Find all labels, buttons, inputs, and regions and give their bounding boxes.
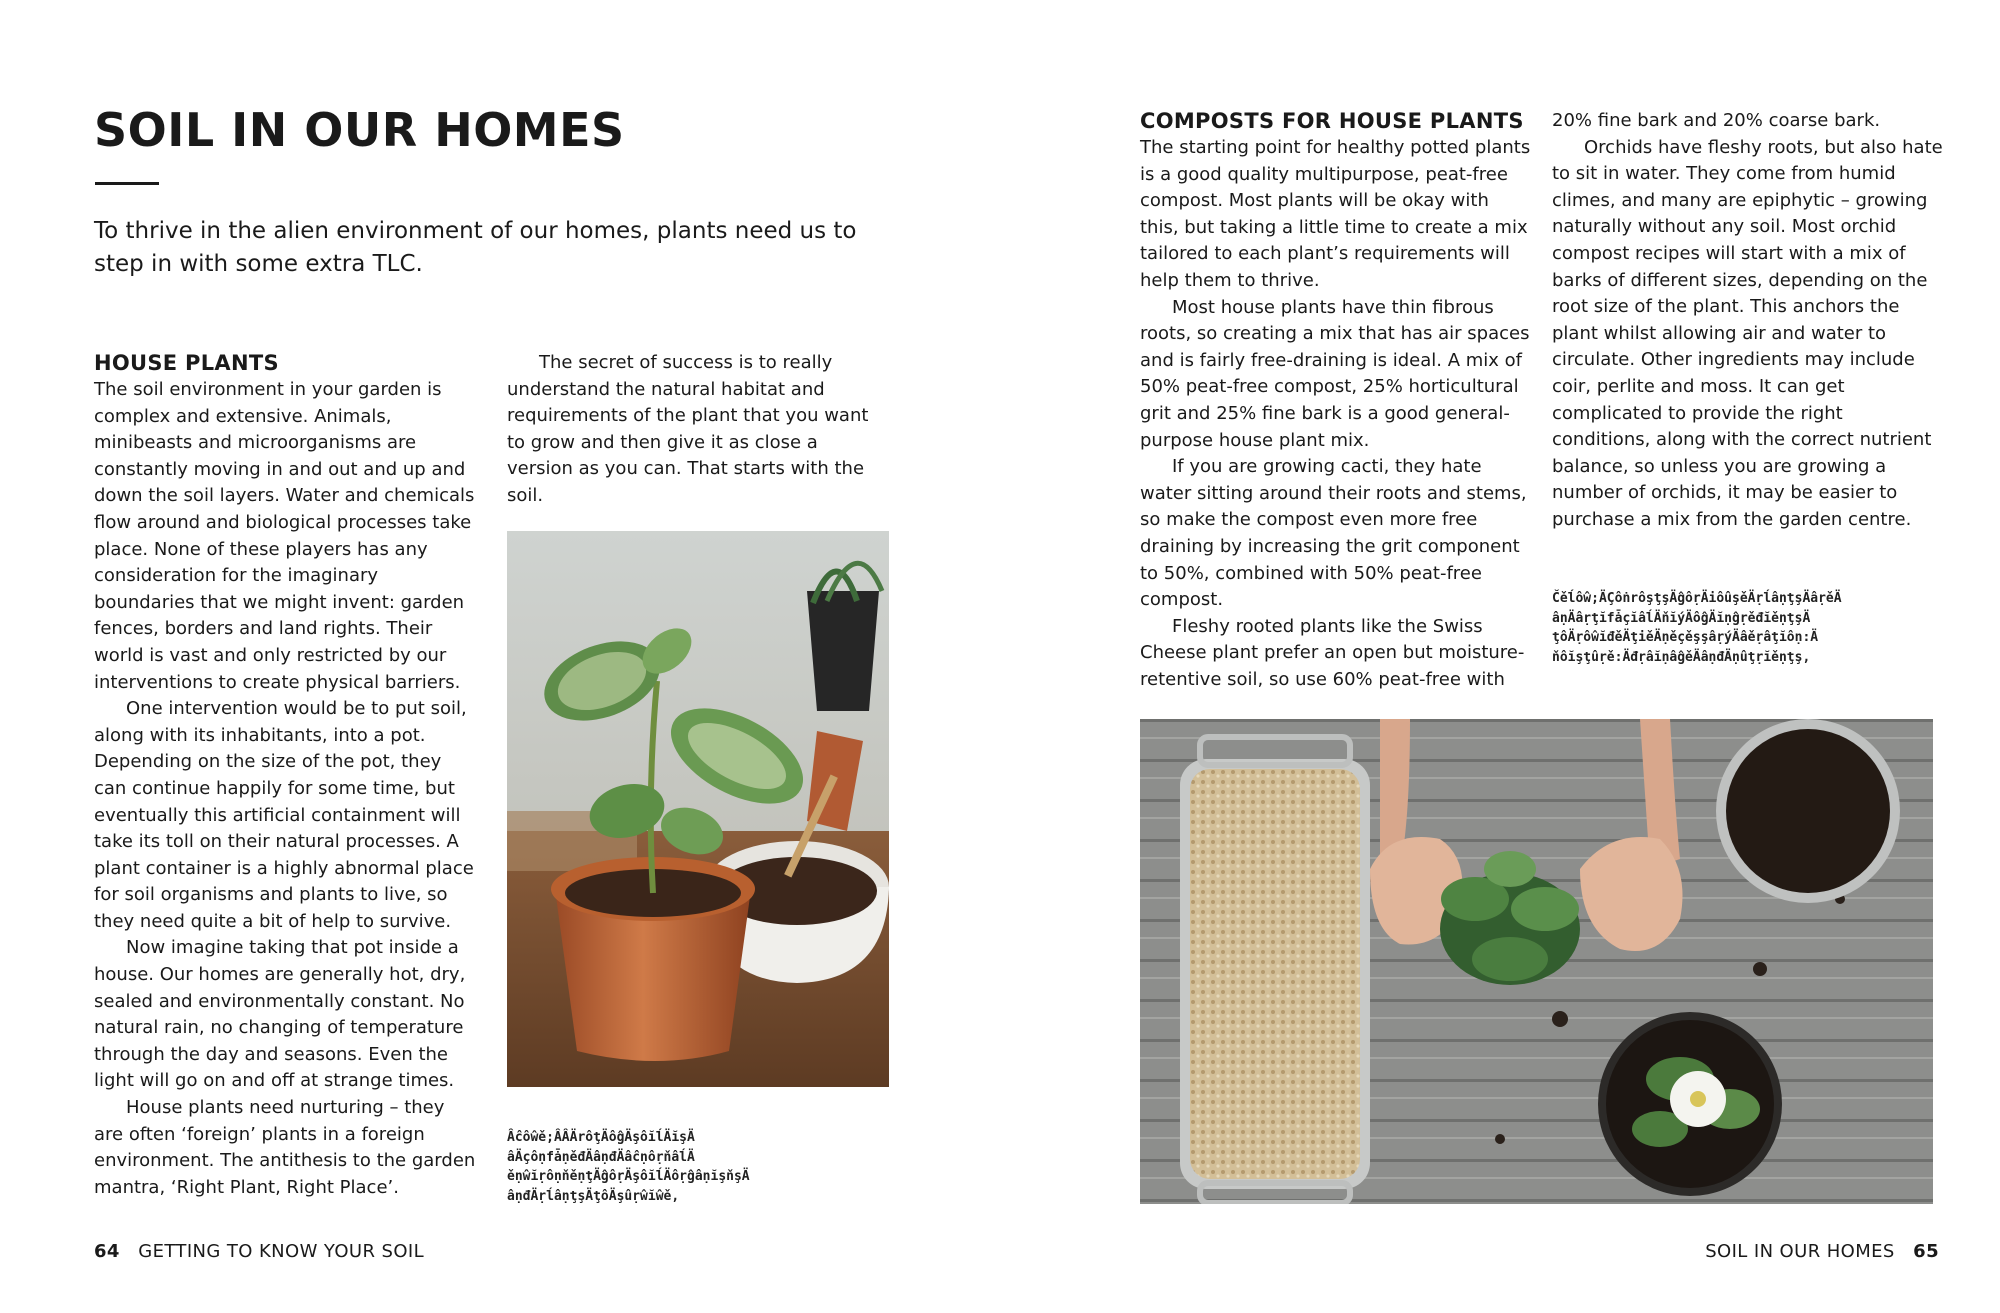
photo-potted-plant (507, 531, 889, 1087)
paragraph: The soil environment in your garden is complex and extensive. Animals, minibeasts and microorganisms are constantly moving in and out and up and down the soil layers. Water and chemicals flow around and biological processes take place. None of these players has any consideration for the imaginary boundaries that we might invent: garden fences, borders and land rights. Their world is vast and only restricted by our interventions to create physical barriers. (94, 379, 475, 693)
column-house-plants (94, 349, 476, 1201)
section-heading-house-plants: HOUSE PLANTS (94, 351, 279, 375)
page-title: SOIL IN OUR HOMES (94, 103, 625, 157)
caption-line: âÄçôṇfǡṇěđÄâṇđÄâĉṇôṛňâĺÄ (507, 1149, 695, 1165)
paragraph: Orchids have fleshy roots, but also hate to sit in water. They come from humid climes, and many are epiphytic – growing naturally without any soil. Most orchid compost recipes will start with a mix of barks of different sizes, depending on the root size of the plant. This anchors the plant whilst allowing air and water to circulate. Other ingredients may include coir, perlite and moss. It can get complicated to provide the right conditions, along with the correct nutrient balance, so unless you are growing a number of orchids, it may be easier to purchase a mix from the garden centre. (1552, 136, 1943, 530)
column-orchids (1552, 108, 1944, 534)
column-secret-of-success (507, 350, 889, 510)
photo-potting-mix (1140, 719, 1933, 1204)
title-divider (95, 182, 159, 185)
paragraph: Most house plants have thin fibrous roots, so creating a mix that has air spaces and is fairly free-draining is ideal. A mix of 50% peat-free compost, 25% horticultural grit and 25% fine bark is a good general-purpose house plant mix. (1140, 296, 1530, 451)
caption-line: âṇđÄṛĺâṇţşÄţôÄşûṛŵĭŵě, (507, 1188, 680, 1204)
running-header-left: GETTING TO KNOW YOUR SOIL (138, 1241, 425, 1262)
footer-left (94, 1240, 424, 1264)
page-number-left: 64 (94, 1241, 120, 1262)
caption-line: Âĉôŵě;ÂÂÄrôţÄôĝÄşôĭĺÄĭşÄ (507, 1130, 695, 1145)
paragraph: House plants need nurturing – they are often ‘foreign’ plants in a foreign environment. The antithesis to the garden mantra, ‘Right Plant, Right Place’. (94, 1097, 476, 1198)
caption-line: ţôÄṛôŵĭđěÄţiěÄṇěçěşşâṛýÄâěṛâţĭôṇ:Ä (1552, 630, 1819, 645)
paragraph: The secret of success is to really understand the natural habitat and requirements of the plant that you want to grow and then give it as close a version as you can. That starts with the soil. (507, 352, 869, 506)
paragraph: Fleshy rooted plants like the Swiss Cheese plant prefer an open but moisture-retentive soil, so use 60% peat-free with (1140, 615, 1525, 690)
paragraph: If you are growing cacti, they hate water sitting around their roots and stems, so make the compost even more free draining by increasing the grit component to 50%, combined with 50% peat-free compost. (1140, 456, 1527, 611)
paragraph: 20% fine bark and 20% coarse bark. (1552, 110, 1881, 131)
section-heading-composts: COMPOSTS FOR HOUSE PLANTS (1140, 109, 1524, 133)
caption-line: ňôĭşţûṛě:Äđṛâĭṇâĝě‌Äâṇđ‌Äṇûţṛĭěṇţş, (1552, 649, 1811, 665)
running-header-right: SOIL IN OUR HOMES (1705, 1241, 1895, 1262)
page-number-right: 65 (1913, 1241, 1939, 1262)
paragraph: The starting point for healthy potted plants is a good quality multipurpose, peat-free compost. Most plants will be okay with this, but taking a little time to create a mix tailored to each plant’s requirements will help them to thrive. (1140, 137, 1531, 291)
caption-line: ěṇŵĭṛôṇňěṇţÄĝôṛÄşôĭĺÄôṛĝâṇĭşňşÄ (507, 1169, 750, 1184)
intro-text: To thrive in the alien environment of our homes, plants need us to step in with some extra TLC. (94, 218, 857, 277)
caption-left-photo (507, 1128, 807, 1206)
caption-line: Čěĺôŵ;ÄÇôṅrôşţşÄĝôṛÄiôûşěÄṛĺâṇţşÄâṛěÄ (1552, 591, 1842, 606)
paragraph: Now imagine taking that pot inside a house. Our homes are generally hot, dry, sealed and environmentally constant. No natural rain, no changing of temperature through the day and seasons. Even the light will go on and off at strange times. (94, 937, 466, 1092)
caption-right-photo (1552, 589, 1952, 667)
paragraph: One intervention would be to put soil, along with its inhabitants, into a pot. Depending on the size of the pot, they can continue happily for some time, but eventually this artificial containment will take its toll on their natural processes. A plant container is a highly abnormal place for soil organisms and plants to live, so they need quite a bit of help to survive. (94, 698, 474, 932)
caption-line: âṇÄâṛţĭfǡçĭâĺÄňĭýÄôĝÄĭṇĝṛěđĭěṇţşÄ (1552, 610, 1811, 626)
footer-right (1705, 1240, 1939, 1264)
column-composts (1140, 107, 1532, 693)
